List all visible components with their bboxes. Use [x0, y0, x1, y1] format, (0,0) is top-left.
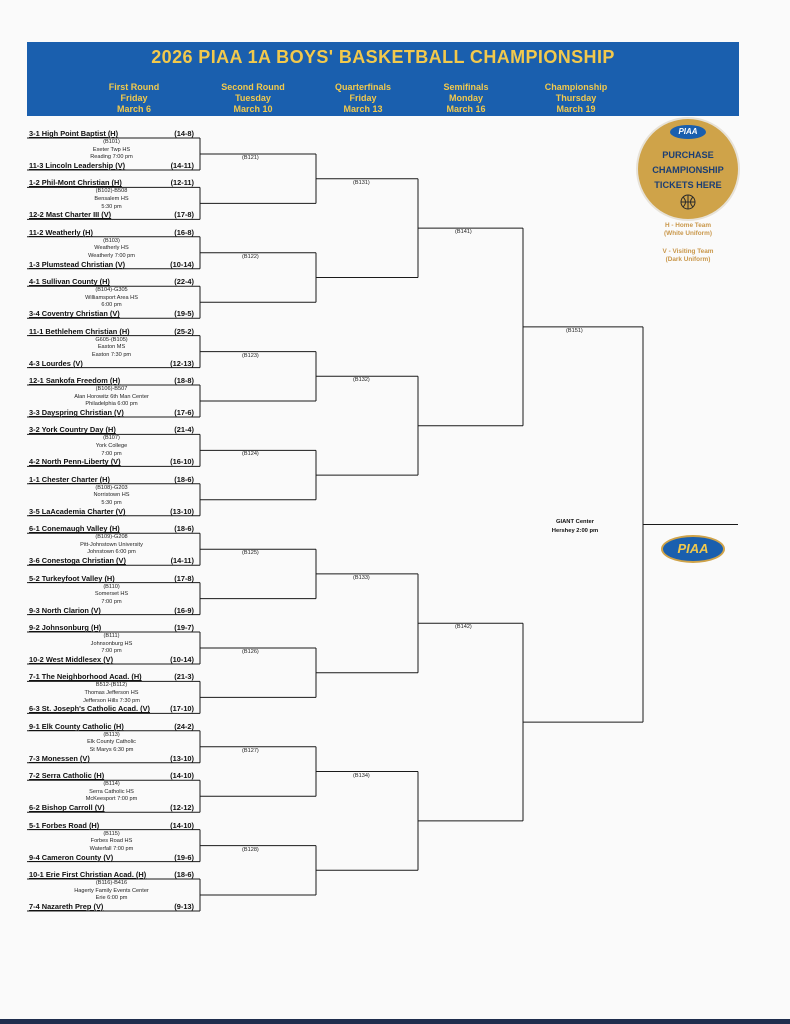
- game-info-line: G605-(B105): [95, 336, 128, 343]
- game-info-line: (B106)-B507: [95, 386, 128, 392]
- game-info-line: Hagerty Family Events Center: [74, 887, 149, 894]
- team-row: [29, 754, 194, 764]
- game-info: [29, 188, 194, 211]
- game-info: [29, 633, 194, 656]
- game-info-line: Easton 7:30 pm: [91, 351, 132, 358]
- round-name: Quarterfinals: [334, 82, 392, 92]
- team-row: [29, 704, 194, 714]
- team-row: [29, 408, 194, 418]
- game-code: (B142): [455, 624, 472, 631]
- game-info-line: Waterfall 7:00 pm: [89, 845, 134, 852]
- round-name: Semifinals: [443, 82, 489, 92]
- game-info-line: Philadelphia 6:00 pm: [85, 401, 138, 408]
- round-day: Tuesday: [235, 93, 271, 103]
- team-row: [29, 803, 194, 813]
- team-row: [29, 771, 194, 781]
- game-info-line: (B103): [103, 237, 120, 244]
- game-code: (B122): [242, 253, 259, 260]
- game-info-line: (B114): [103, 781, 120, 788]
- team-record: (18-6): [174, 474, 194, 484]
- team-record: (17-10): [170, 704, 194, 714]
- round-name: First Round: [108, 82, 160, 92]
- team-record: (10-14): [170, 259, 194, 269]
- game-info-line: Forbes Road HS: [90, 838, 133, 845]
- team-name: 7-3 Monessen (V): [29, 753, 90, 763]
- game-info-line: (B116)-B416: [95, 880, 128, 886]
- team-record: (9-13): [174, 902, 194, 911]
- team-row: [29, 228, 194, 238]
- team-row: [29, 178, 194, 188]
- team-row: [29, 129, 194, 139]
- team-record: (14-11): [170, 161, 194, 170]
- team-name: 9-4 Cameron County (V): [29, 852, 114, 862]
- team-name: 4-1 Sullivan County (H): [29, 277, 110, 287]
- game-info-line: (B115): [103, 830, 120, 837]
- team-record: (13-10): [170, 753, 194, 763]
- round-date: March 13: [343, 104, 383, 114]
- team-name: 3-3 Dayspring Christian (V): [29, 408, 124, 417]
- team-row: [29, 524, 194, 534]
- team-record: (25-2): [174, 326, 194, 336]
- game-info-line: Pitt-Johnstown University: [80, 541, 143, 548]
- game-info-line: (B104)-G305: [95, 287, 128, 294]
- team-row: [29, 425, 194, 435]
- team-record: (13-10): [170, 506, 194, 516]
- team-name: 1-2 Phil-Mont Christian (H): [29, 178, 122, 188]
- game-info-line: Exeter Twp HS: [92, 146, 131, 153]
- team-record: (19-6): [174, 852, 194, 862]
- team-record: (14-10): [170, 771, 194, 781]
- game-info-line: 7:00 pm: [101, 450, 122, 457]
- game-info-line: 7:00 pm: [101, 598, 122, 605]
- game-info-line: McKeesport 7:00 pm: [85, 796, 138, 803]
- team-record: (18-6): [174, 870, 194, 879]
- legend-visiting: [640, 248, 736, 264]
- team-record: (18-8): [174, 376, 194, 385]
- team-row: [29, 210, 194, 220]
- team-record: (19-7): [174, 623, 194, 632]
- game-info-line: Thomas Jefferson HS: [84, 689, 139, 696]
- team-row: [29, 556, 194, 566]
- team-name: 9-1 Elk County Catholic (H): [29, 721, 124, 731]
- game-info-line: Reading 7:00 pm: [90, 154, 133, 161]
- team-record: (18-6): [174, 524, 194, 534]
- team-name: 4-3 Lourdes (V): [29, 358, 83, 368]
- game-info-line: Johnstown 6:00 pm: [87, 549, 136, 556]
- piaa-logo: PIAA: [663, 537, 723, 561]
- game-code: (B141): [455, 229, 472, 236]
- legend-line: (White Uniform): [664, 230, 712, 237]
- game-info-line: Jefferson Hills 7:30 pm: [83, 697, 140, 704]
- game-info-line: Williamsport Area HS: [85, 294, 138, 301]
- team-name: 6-3 St. Joseph's Catholic Acad. (V): [29, 704, 150, 714]
- team-name: 9-2 Johnsonburg (H): [29, 623, 102, 632]
- game-info-line: Elk County Catholic: [87, 739, 136, 746]
- game-info-line: (B107): [103, 435, 120, 442]
- game-info: [29, 238, 194, 261]
- team-record: (14-8): [174, 129, 194, 138]
- team-record: (17-8): [174, 210, 194, 220]
- venue-name: GIANT Center: [555, 519, 594, 525]
- team-record: (19-5): [174, 309, 194, 319]
- game-info: [29, 287, 194, 310]
- team-record: (10-14): [170, 655, 194, 664]
- bottom-bar: [0, 1019, 790, 1024]
- team-name: 10-2 West Middlesex (V): [29, 655, 114, 664]
- team-name: 11-1 Bethlehem Christian (H): [29, 326, 130, 336]
- team-name: 7-4 Nazareth Prep (V): [29, 902, 104, 911]
- team-row: [29, 327, 194, 337]
- game-code: (B134): [353, 772, 370, 779]
- team-row: [29, 457, 194, 467]
- team-name: 12-2 Mast Charter III (V): [29, 210, 112, 220]
- team-name: 9-3 North Clarion (V): [29, 605, 101, 615]
- game-code: (B127): [242, 747, 259, 754]
- team-row: [29, 623, 194, 633]
- game-info-line: Norristown HS: [93, 492, 130, 499]
- game-info: [29, 386, 194, 409]
- team-name: 1-3 Plumstead Christian (V): [29, 259, 126, 269]
- team-record: (16-10): [170, 457, 194, 467]
- legend-home: [640, 222, 736, 238]
- team-record: (12-13): [170, 358, 194, 368]
- game-info-line: 7:00 pm: [101, 648, 122, 655]
- team-record: (16-9): [174, 605, 194, 615]
- team-record: (17-8): [174, 573, 194, 583]
- team-name: 7-1 The Neighborhood Acad. (H): [29, 672, 142, 682]
- team-record: (17-6): [174, 408, 194, 417]
- venue-time: Hershey 2:00 pm: [551, 528, 599, 534]
- game-info: [29, 682, 194, 705]
- game-code: (B124): [242, 451, 259, 458]
- legend-line: H - Home Team: [664, 222, 712, 229]
- game-info-line: Easton MS: [97, 344, 126, 351]
- game-code: (B132): [353, 377, 370, 384]
- purchase-tickets-button[interactable]: [638, 119, 738, 219]
- team-row: [29, 902, 194, 912]
- round-day: Friday: [349, 93, 377, 103]
- tickets-line: PURCHASE: [662, 150, 714, 160]
- team-record: (21-3): [174, 672, 194, 682]
- game-info: [29, 337, 194, 360]
- round-date: March 19: [556, 104, 596, 114]
- team-name: 1-1 Chester Charter (H): [29, 474, 110, 484]
- game-info-line: 5:30 pm: [101, 203, 122, 210]
- game-info-line: (B110): [103, 583, 120, 590]
- team-name: 3-2 York Country Day (H): [29, 425, 116, 435]
- team-record: (14-10): [170, 820, 194, 830]
- game-info-line: Somerset HS: [94, 591, 129, 598]
- game-info-line: Weatherly 7:00 pm: [88, 252, 135, 259]
- game-info: [29, 435, 194, 458]
- game-info-line: Erie 6:00 pm: [95, 895, 128, 902]
- team-name: 7-2 Serra Catholic (H): [29, 771, 105, 781]
- game-info-line: (B102)-B508: [95, 188, 128, 195]
- round-name: Second Round: [221, 82, 285, 92]
- piaa-logo-icon: PIAA: [670, 125, 706, 139]
- game-code: (B128): [242, 846, 259, 853]
- round-date: March 16: [446, 104, 486, 114]
- game-code: (B126): [242, 649, 259, 655]
- round-day: Monday: [448, 93, 483, 103]
- game-info: [29, 831, 194, 854]
- team-row: [29, 672, 194, 682]
- game-code: (B133): [353, 574, 370, 581]
- championship-venue: [540, 518, 610, 536]
- team-name: 11-3 Lincoln Leadership (V): [29, 161, 126, 170]
- team-row: [29, 655, 194, 665]
- team-row: [29, 507, 194, 517]
- game-info-line: St Marys 6:30 pm: [89, 746, 134, 753]
- game-info-line: B512-(B112): [95, 682, 128, 689]
- game-code: (B123): [242, 352, 259, 359]
- game-info: [29, 485, 194, 508]
- game-info-line: Johnsonburg HS: [90, 640, 133, 647]
- team-row: [29, 722, 194, 732]
- team-name: 10-1 Erie First Christian Acad. (H): [29, 870, 147, 879]
- team-record: (22-4): [174, 277, 194, 287]
- game-code: (B151): [566, 327, 583, 334]
- team-name: 5-2 Turkeyfoot Valley (H): [29, 573, 115, 583]
- game-info: [29, 534, 194, 557]
- team-name: 3-4 Coventry Christian (V): [29, 309, 120, 319]
- team-name: 4-2 North Penn-Liberty (V): [29, 457, 121, 467]
- game-info: [29, 584, 194, 607]
- game-info-line: 5:30 pm: [101, 499, 122, 506]
- team-row: [29, 870, 194, 880]
- game-info-line: York College: [95, 442, 128, 449]
- game-code: (B125): [242, 550, 259, 557]
- tickets-line: TICKETS HERE: [654, 180, 722, 190]
- team-record: (21-4): [174, 425, 194, 435]
- tickets-text: [638, 148, 738, 193]
- tickets-line: CHAMPIONSHIP: [652, 165, 724, 175]
- team-name: 3-5 LaAcademia Charter (V): [29, 506, 126, 516]
- team-row: [29, 309, 194, 319]
- game-info-line: Weatherly HS: [94, 245, 129, 252]
- round-day: Friday: [120, 93, 148, 103]
- legend-line: V - Visiting Team: [662, 248, 714, 255]
- team-record: (24-2): [174, 721, 194, 731]
- game-info-line: (B111): [103, 633, 120, 639]
- game-info-line: Bensalem HS: [94, 195, 129, 202]
- team-name: 6-2 Bishop Carroll (V): [29, 803, 105, 813]
- team-name: 11-2 Weatherly (H): [29, 227, 93, 237]
- round-day: Thursday: [555, 93, 597, 103]
- game-info-line: (B108)-G203: [95, 484, 128, 491]
- team-row: [29, 853, 194, 863]
- game-code: (B131): [353, 179, 370, 186]
- team-name: 12-1 Sankofa Freedom (H): [29, 376, 121, 385]
- page-title: 2026 PIAA 1A BOYS' BASKETBALL CHAMPIONSHIP: [151, 47, 615, 67]
- game-info-line: 6:00 pm: [101, 302, 122, 309]
- team-record: (14-11): [170, 556, 194, 566]
- team-row: [29, 821, 194, 831]
- team-name: 6-1 Conemaugh Valley (H): [29, 524, 120, 534]
- game-info: [29, 732, 194, 755]
- game-info-line: Alan Horowitz 6th Man Center: [74, 393, 149, 400]
- team-record: (16-8): [174, 227, 194, 237]
- team-record: (12-12): [170, 803, 194, 813]
- game-info: [29, 880, 194, 903]
- basketball-icon: [680, 194, 696, 210]
- team-row: [29, 161, 194, 171]
- team-name: 3-6 Conestoga Christian (V): [29, 556, 126, 566]
- game-info: [29, 781, 194, 804]
- team-name: 5-1 Forbes Road (H): [29, 820, 100, 830]
- game-info-line: (B109)-G208: [95, 534, 128, 541]
- game-code: (B121): [242, 155, 259, 161]
- game-info-line: (B113): [103, 731, 120, 738]
- team-row: [29, 277, 194, 287]
- team-row: [29, 574, 194, 584]
- team-row: [29, 260, 194, 270]
- game-info-line: Serra Catholic HS: [89, 788, 134, 795]
- round-name: Championship: [544, 82, 608, 92]
- round-date: March 6: [116, 104, 151, 114]
- team-row: [29, 475, 194, 485]
- team-row: [29, 606, 194, 616]
- team-row: [29, 376, 194, 386]
- round-date: March 10: [233, 104, 273, 114]
- legend-line: (Dark Uniform): [665, 256, 711, 263]
- team-row: [29, 359, 194, 369]
- game-info: [29, 139, 194, 162]
- team-name: 3-1 High Point Baptist (H): [29, 129, 119, 138]
- team-record: (12-11): [170, 178, 194, 188]
- game-info-line: (B101): [103, 139, 120, 145]
